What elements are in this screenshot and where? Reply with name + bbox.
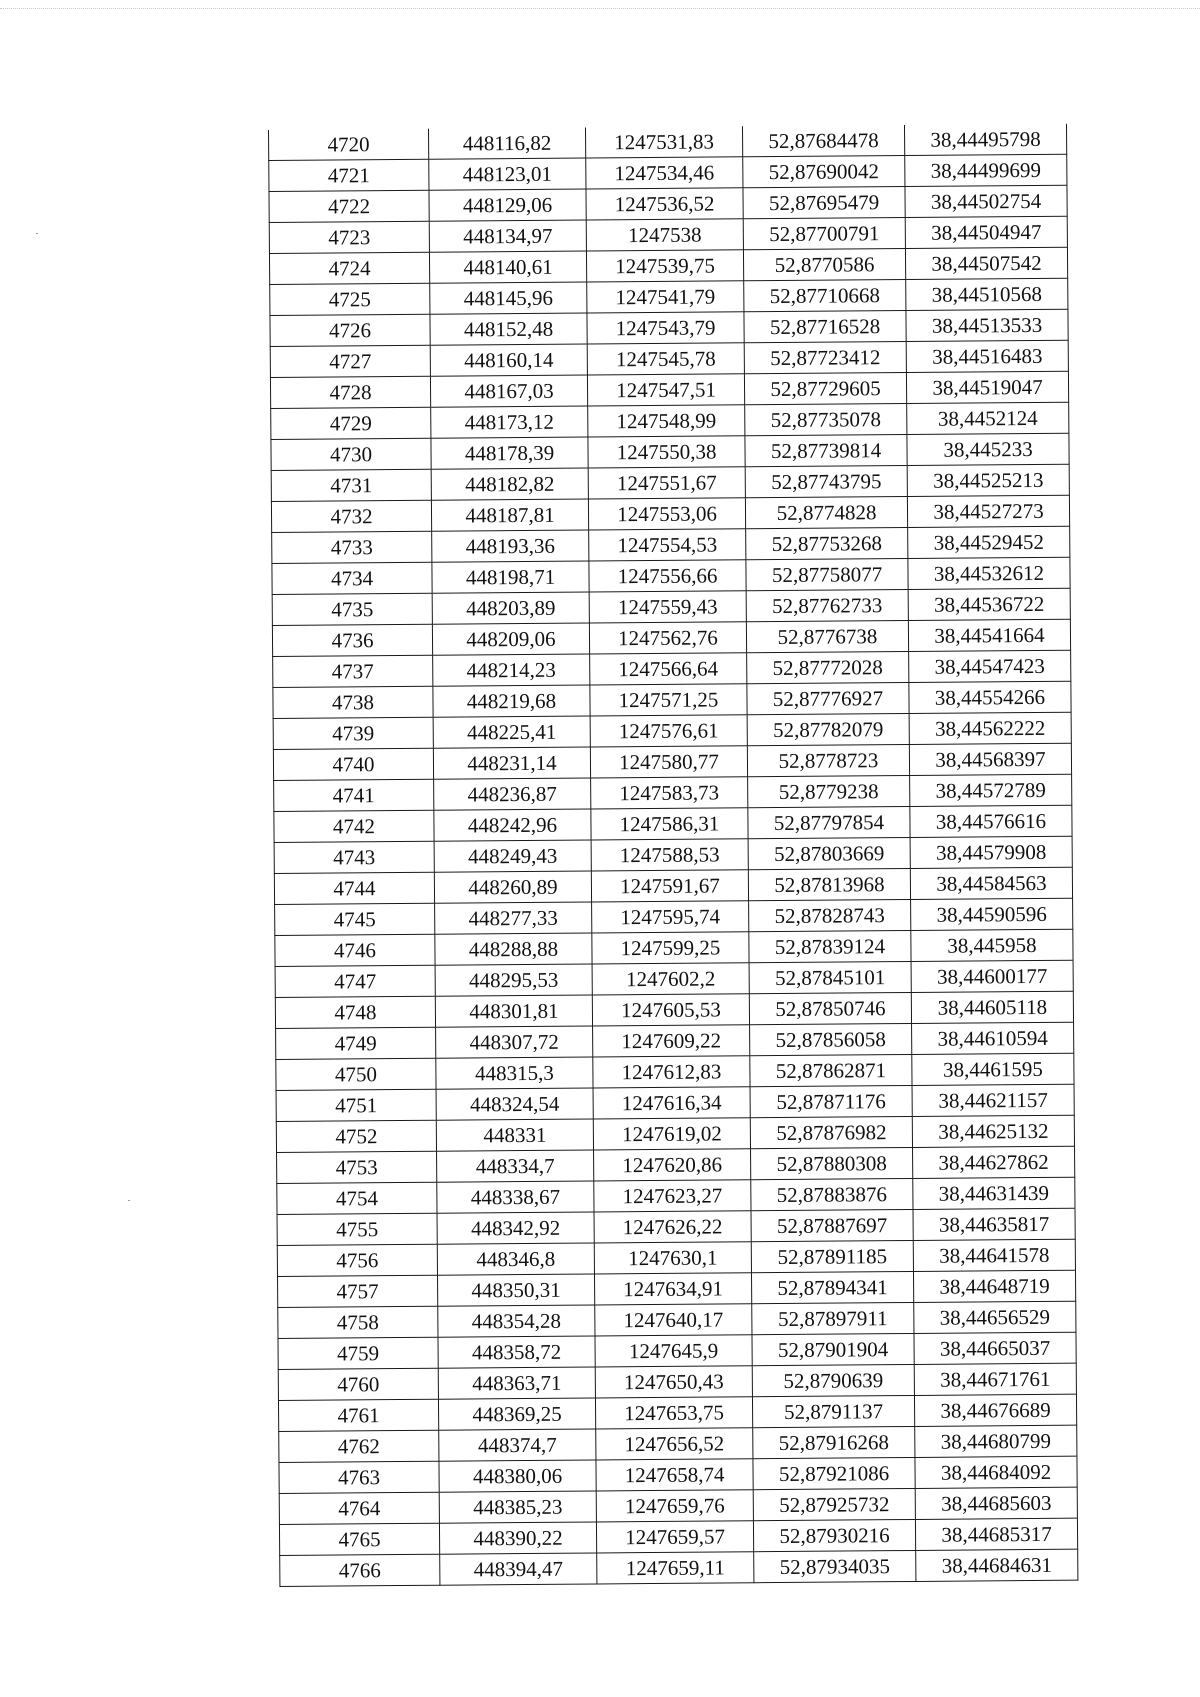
latitude-cell: 52,87684478 — [742, 125, 904, 157]
y-coordinate-cell: 1247548,99 — [588, 405, 745, 437]
scan-speck — [128, 1200, 130, 1201]
longitude-cell: 38,44504947 — [905, 216, 1067, 248]
point-number-cell: 4741 — [274, 779, 434, 811]
latitude-cell: 52,87876982 — [750, 1116, 912, 1148]
point-number-cell: 4738 — [273, 686, 433, 718]
latitude-cell: 52,87862871 — [750, 1054, 912, 1086]
x-coordinate-cell: 448331 — [436, 1119, 593, 1151]
latitude-cell: 52,87758077 — [746, 558, 908, 590]
point-number-cell: 4745 — [275, 903, 435, 935]
longitude-cell: 38,44684631 — [916, 1549, 1078, 1581]
x-coordinate-cell: 448123,01 — [429, 158, 586, 190]
point-number-cell: 4737 — [273, 655, 433, 687]
x-coordinate-cell: 448295,53 — [435, 964, 592, 996]
y-coordinate-cell: 1247630,1 — [594, 1242, 751, 1274]
y-coordinate-cell: 1247619,02 — [593, 1118, 750, 1150]
longitude-cell: 38,44605118 — [911, 991, 1073, 1023]
latitude-cell: 52,87797854 — [748, 806, 910, 838]
point-number-cell: 4736 — [272, 624, 432, 656]
y-coordinate-cell: 1247531,83 — [585, 126, 742, 158]
latitude-cell: 52,87887697 — [751, 1209, 913, 1241]
point-number-cell: 4749 — [276, 1027, 436, 1059]
longitude-cell: 38,44631439 — [913, 1177, 1075, 1209]
latitude-cell: 52,87776927 — [747, 682, 909, 714]
x-coordinate-cell: 448288,88 — [435, 933, 592, 965]
latitude-cell: 52,87894341 — [751, 1271, 913, 1303]
y-coordinate-cell: 1247599,25 — [592, 932, 749, 964]
latitude-cell: 52,87762733 — [746, 589, 908, 621]
longitude-cell: 38,44676689 — [914, 1394, 1076, 1426]
x-coordinate-cell: 448178,39 — [431, 437, 588, 469]
latitude-cell: 52,87850746 — [749, 992, 911, 1024]
longitude-cell: 38,44656529 — [914, 1301, 1076, 1333]
y-coordinate-cell: 1247616,34 — [593, 1087, 750, 1119]
latitude-cell: 52,8779238 — [748, 775, 910, 807]
longitude-cell: 38,44554266 — [909, 681, 1071, 713]
longitude-cell: 38,44579908 — [910, 836, 1072, 868]
longitude-cell: 38,445233 — [907, 433, 1069, 465]
x-coordinate-cell: 448134,97 — [429, 220, 586, 252]
y-coordinate-cell: 1247556,66 — [589, 560, 746, 592]
point-number-cell: 4727 — [270, 345, 430, 377]
y-coordinate-cell: 1247583,73 — [591, 777, 748, 809]
y-coordinate-cell: 1247659,11 — [597, 1552, 754, 1584]
coordinates-table-body — [268, 124, 1077, 1587]
x-coordinate-cell: 448242,96 — [434, 809, 591, 841]
longitude-cell: 38,44635817 — [913, 1208, 1075, 1240]
x-coordinate-cell: 448350,31 — [437, 1274, 594, 1306]
point-number-cell: 4729 — [271, 407, 431, 439]
latitude-cell: 52,87856058 — [750, 1023, 912, 1055]
x-coordinate-cell: 448152,48 — [430, 313, 587, 345]
x-coordinate-cell: 448231,14 — [433, 747, 590, 779]
point-number-cell: 4766 — [280, 1554, 440, 1586]
x-coordinate-cell: 448198,71 — [432, 561, 589, 593]
scan-top-edge — [0, 8, 1200, 9]
y-coordinate-cell: 1247602,2 — [592, 963, 749, 995]
x-coordinate-cell: 448354,28 — [438, 1305, 595, 1337]
x-coordinate-cell: 448225,41 — [433, 716, 590, 748]
x-coordinate-cell: 448363,71 — [438, 1367, 595, 1399]
latitude-cell: 52,87723412 — [744, 341, 906, 373]
x-coordinate-cell: 448167,03 — [430, 375, 587, 407]
scan-speck — [36, 233, 38, 234]
y-coordinate-cell: 1247541,79 — [587, 281, 744, 313]
y-coordinate-cell: 1247550,38 — [588, 436, 745, 468]
x-coordinate-cell: 448358,72 — [438, 1336, 595, 1368]
longitude-cell: 38,44576616 — [910, 805, 1072, 837]
point-number-cell: 4759 — [278, 1337, 438, 1369]
latitude-cell: 52,87813968 — [748, 868, 910, 900]
latitude-cell: 52,8778723 — [747, 744, 909, 776]
y-coordinate-cell: 1247576,61 — [590, 715, 747, 747]
latitude-cell: 52,87828743 — [749, 899, 911, 931]
x-coordinate-cell: 448338,67 — [437, 1181, 594, 1213]
longitude-cell: 38,44600177 — [911, 960, 1073, 992]
point-number-cell: 4751 — [276, 1089, 436, 1121]
point-number-cell: 4732 — [271, 500, 431, 532]
y-coordinate-cell: 1247653,75 — [595, 1397, 752, 1429]
point-number-cell: 4743 — [274, 841, 434, 873]
point-number-cell: 4763 — [279, 1461, 439, 1493]
latitude-cell: 52,87739814 — [745, 434, 907, 466]
x-coordinate-cell: 448182,82 — [431, 468, 588, 500]
latitude-cell: 52,87753268 — [746, 527, 908, 559]
latitude-cell: 52,87716528 — [744, 310, 906, 342]
x-coordinate-cell: 448140,61 — [429, 251, 586, 283]
latitude-cell: 52,87845101 — [749, 961, 911, 993]
y-coordinate-cell: 1247623,27 — [594, 1180, 751, 1212]
y-coordinate-cell: 1247620,86 — [594, 1149, 751, 1181]
longitude-cell: 38,44685603 — [915, 1487, 1077, 1519]
longitude-cell: 38,44665037 — [914, 1332, 1076, 1364]
x-coordinate-cell: 448369,25 — [438, 1398, 595, 1430]
point-number-cell: 4735 — [272, 593, 432, 625]
x-coordinate-cell: 448394,47 — [440, 1553, 597, 1585]
point-number-cell: 4757 — [278, 1275, 438, 1307]
point-number-cell: 4752 — [276, 1120, 436, 1152]
point-number-cell: 4722 — [269, 190, 429, 222]
longitude-cell: 38,44495798 — [904, 124, 1066, 156]
y-coordinate-cell: 1247605,53 — [592, 994, 749, 1026]
y-coordinate-cell: 1247595,74 — [592, 901, 749, 933]
y-coordinate-cell: 1247659,76 — [596, 1490, 753, 1522]
x-coordinate-cell: 448129,06 — [429, 189, 586, 221]
latitude-cell: 52,87916268 — [753, 1426, 915, 1458]
y-coordinate-cell: 1247591,67 — [591, 870, 748, 902]
point-number-cell: 4761 — [278, 1399, 438, 1431]
y-coordinate-cell: 1247658,74 — [596, 1459, 753, 1491]
longitude-cell: 38,44685317 — [915, 1518, 1077, 1550]
point-number-cell: 4740 — [273, 748, 433, 780]
latitude-cell: 52,87897911 — [752, 1302, 914, 1334]
y-coordinate-cell: 1247588,53 — [591, 839, 748, 871]
y-coordinate-cell: 1247545,78 — [587, 343, 744, 375]
y-coordinate-cell: 1247562,76 — [589, 622, 746, 654]
longitude-cell: 38,44572789 — [910, 774, 1072, 806]
point-number-cell: 4721 — [269, 159, 429, 191]
latitude-cell: 52,87839124 — [749, 930, 911, 962]
longitude-cell: 38,44510568 — [906, 278, 1068, 310]
y-coordinate-cell: 1247650,43 — [595, 1366, 752, 1398]
longitude-cell: 38,44513533 — [906, 309, 1068, 341]
x-coordinate-cell: 448116,82 — [428, 128, 585, 160]
x-coordinate-cell: 448277,33 — [435, 902, 592, 934]
longitude-cell: 38,44625132 — [912, 1115, 1074, 1147]
latitude-cell: 52,87782079 — [747, 713, 909, 745]
x-coordinate-cell: 448390,22 — [439, 1522, 596, 1554]
x-coordinate-cell: 448260,89 — [434, 871, 591, 903]
latitude-cell: 52,87880308 — [751, 1147, 913, 1179]
latitude-cell: 52,87871176 — [750, 1085, 912, 1117]
longitude-cell: 38,44499699 — [905, 154, 1067, 186]
latitude-cell: 52,87901904 — [752, 1333, 914, 1365]
point-number-cell: 4720 — [268, 129, 428, 161]
y-coordinate-cell: 1247536,52 — [586, 188, 743, 220]
longitude-cell: 38,44525213 — [907, 464, 1069, 496]
longitude-cell: 38,44680799 — [915, 1425, 1077, 1457]
x-coordinate-cell: 448209,06 — [432, 623, 589, 655]
longitude-cell: 38,44590596 — [911, 898, 1073, 930]
latitude-cell: 52,8770586 — [743, 248, 905, 280]
point-number-cell: 4747 — [275, 965, 435, 997]
x-coordinate-cell: 448193,36 — [432, 530, 589, 562]
point-number-cell: 4765 — [279, 1523, 439, 1555]
x-coordinate-cell: 448346,8 — [437, 1243, 594, 1275]
point-number-cell: 4731 — [271, 469, 431, 501]
longitude-cell: 38,44527273 — [907, 495, 1069, 527]
point-number-cell: 4734 — [272, 562, 432, 594]
y-coordinate-cell: 1247586,31 — [591, 808, 748, 840]
x-coordinate-cell: 448307,72 — [436, 1026, 593, 1058]
x-coordinate-cell: 448160,14 — [430, 344, 587, 376]
x-coordinate-cell: 448385,23 — [439, 1491, 596, 1523]
y-coordinate-cell: 1247559,43 — [589, 591, 746, 623]
latitude-cell: 52,87710668 — [744, 279, 906, 311]
latitude-cell: 52,87743795 — [745, 465, 907, 497]
point-number-cell: 4746 — [275, 934, 435, 966]
coordinates-table-container — [268, 124, 1077, 1587]
point-number-cell: 4748 — [275, 996, 435, 1028]
latitude-cell: 52,87934035 — [754, 1550, 916, 1582]
longitude-cell: 38,4452124 — [907, 402, 1069, 434]
longitude-cell: 38,44621157 — [912, 1084, 1074, 1116]
point-number-cell: 4753 — [277, 1151, 437, 1183]
point-number-cell: 4755 — [277, 1213, 437, 1245]
longitude-cell: 38,44610594 — [912, 1022, 1074, 1054]
x-coordinate-cell: 448315,3 — [436, 1057, 593, 1089]
x-coordinate-cell: 448187,81 — [431, 499, 588, 531]
y-coordinate-cell: 1247551,67 — [588, 467, 745, 499]
point-number-cell: 4760 — [278, 1368, 438, 1400]
x-coordinate-cell: 448342,92 — [437, 1212, 594, 1244]
latitude-cell: 52,87921086 — [753, 1457, 915, 1489]
latitude-cell: 52,87735078 — [745, 403, 907, 435]
latitude-cell: 52,8791137 — [752, 1395, 914, 1427]
latitude-cell: 52,87925732 — [753, 1488, 915, 1520]
longitude-cell: 38,44584563 — [910, 867, 1072, 899]
longitude-cell: 38,4461595 — [912, 1053, 1074, 1085]
point-number-cell: 4728 — [270, 376, 430, 408]
x-coordinate-cell: 448214,23 — [433, 654, 590, 686]
point-number-cell: 4762 — [279, 1430, 439, 1462]
y-coordinate-cell: 1247539,75 — [586, 250, 743, 282]
longitude-cell: 38,44568397 — [909, 743, 1071, 775]
longitude-cell: 38,44648719 — [913, 1270, 1075, 1302]
longitude-cell: 38,44529452 — [908, 526, 1070, 558]
longitude-cell: 38,44641578 — [913, 1239, 1075, 1271]
latitude-cell: 52,8776738 — [746, 620, 908, 652]
y-coordinate-cell: 1247566,64 — [590, 653, 747, 685]
x-coordinate-cell: 448145,96 — [430, 282, 587, 314]
point-number-cell: 4730 — [271, 438, 431, 470]
y-coordinate-cell: 1247609,22 — [593, 1025, 750, 1057]
y-coordinate-cell: 1247656,52 — [596, 1428, 753, 1460]
point-number-cell: 4742 — [274, 810, 434, 842]
y-coordinate-cell: 1247580,77 — [590, 746, 747, 778]
x-coordinate-cell: 448219,68 — [433, 685, 590, 717]
table-row — [280, 1549, 1078, 1586]
point-number-cell: 4750 — [276, 1058, 436, 1090]
y-coordinate-cell: 1247634,91 — [594, 1273, 751, 1305]
y-coordinate-cell: 1247571,25 — [590, 684, 747, 716]
point-number-cell: 4725 — [270, 283, 430, 315]
x-coordinate-cell: 448334,7 — [437, 1150, 594, 1182]
x-coordinate-cell: 448203,89 — [432, 592, 589, 624]
point-number-cell: 4756 — [277, 1244, 437, 1276]
y-coordinate-cell: 1247612,83 — [593, 1056, 750, 1088]
longitude-cell: 38,44502754 — [905, 185, 1067, 217]
latitude-cell: 52,87883876 — [751, 1178, 913, 1210]
point-number-cell: 4739 — [273, 717, 433, 749]
point-number-cell: 4754 — [277, 1182, 437, 1214]
y-coordinate-cell: 1247626,22 — [594, 1211, 751, 1243]
y-coordinate-cell: 1247554,53 — [589, 529, 746, 561]
longitude-cell: 38,44684092 — [915, 1456, 1077, 1488]
latitude-cell: 52,87930216 — [753, 1519, 915, 1551]
y-coordinate-cell: 1247538 — [586, 219, 743, 251]
latitude-cell: 52,8790639 — [752, 1364, 914, 1396]
x-coordinate-cell: 448374,7 — [439, 1429, 596, 1461]
latitude-cell: 52,87690042 — [743, 156, 905, 188]
point-number-cell: 4733 — [272, 531, 432, 563]
longitude-cell: 38,44541664 — [908, 619, 1070, 651]
latitude-cell: 52,87695479 — [743, 186, 905, 218]
longitude-cell: 38,44547423 — [909, 650, 1071, 682]
longitude-cell: 38,44519047 — [906, 371, 1068, 403]
longitude-cell: 38,44536722 — [908, 588, 1070, 620]
longitude-cell: 38,44627862 — [913, 1146, 1075, 1178]
point-number-cell: 4723 — [269, 221, 429, 253]
y-coordinate-cell: 1247553,06 — [588, 498, 745, 530]
y-coordinate-cell: 1247547,51 — [587, 374, 744, 406]
latitude-cell: 52,87891185 — [751, 1240, 913, 1272]
point-number-cell: 4764 — [279, 1492, 439, 1524]
point-number-cell: 4758 — [278, 1306, 438, 1338]
x-coordinate-cell: 448324,54 — [436, 1088, 593, 1120]
coordinates-table — [268, 124, 1078, 1587]
y-coordinate-cell: 1247640,17 — [595, 1304, 752, 1336]
longitude-cell: 38,445958 — [911, 929, 1073, 961]
longitude-cell: 38,44562222 — [909, 712, 1071, 744]
latitude-cell: 52,87700791 — [743, 217, 905, 249]
longitude-cell: 38,44516483 — [906, 340, 1068, 372]
point-number-cell: 4724 — [269, 252, 429, 284]
y-coordinate-cell: 1247534,46 — [586, 157, 743, 189]
y-coordinate-cell: 1247659,57 — [596, 1521, 753, 1553]
point-number-cell: 4744 — [274, 872, 434, 904]
x-coordinate-cell: 448249,43 — [434, 840, 591, 872]
point-number-cell: 4726 — [270, 314, 430, 346]
y-coordinate-cell: 1247543,79 — [587, 312, 744, 344]
latitude-cell: 52,87803669 — [748, 837, 910, 869]
latitude-cell: 52,87729605 — [744, 372, 906, 404]
longitude-cell: 38,44532612 — [908, 557, 1070, 589]
longitude-cell: 38,44671761 — [914, 1363, 1076, 1395]
x-coordinate-cell: 448236,87 — [434, 778, 591, 810]
longitude-cell: 38,44507542 — [905, 247, 1067, 279]
x-coordinate-cell: 448173,12 — [431, 406, 588, 438]
latitude-cell: 52,8774828 — [745, 496, 907, 528]
x-coordinate-cell: 448301,81 — [435, 995, 592, 1027]
x-coordinate-cell: 448380,06 — [439, 1460, 596, 1492]
y-coordinate-cell: 1247645,9 — [595, 1335, 752, 1367]
latitude-cell: 52,87772028 — [747, 651, 909, 683]
